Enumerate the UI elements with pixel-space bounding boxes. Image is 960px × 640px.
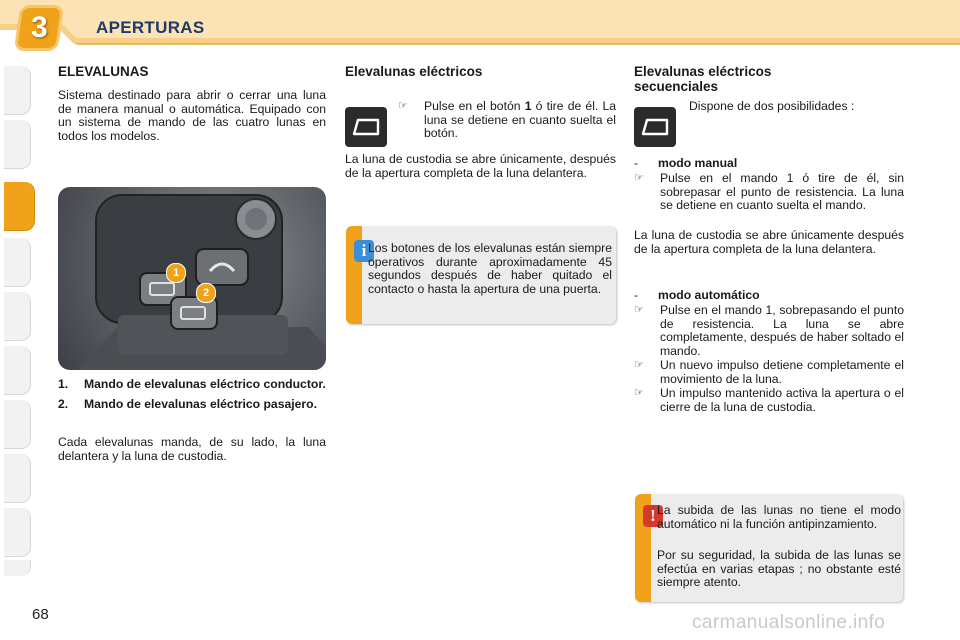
auto-bullet-text: Un impulso mantenido activa la apertura o el cierre de la luna de custodia. <box>660 386 904 414</box>
pointing-hand-icon: ☞ <box>398 100 408 112</box>
side-tab[interactable] <box>4 120 31 169</box>
auto-bullet-text: Pulse en el mando 1, sobrepasando el punto de resistencia. La luna se abre completamente, después de haber soltado el mando. <box>660 303 904 358</box>
watermark: carmanualsonline.info <box>692 612 886 633</box>
pointing-hand-icon: ☞ <box>634 387 644 399</box>
side-tab[interactable] <box>4 292 31 341</box>
side-tab[interactable] <box>4 346 31 395</box>
side-tab[interactable] <box>4 508 31 557</box>
auto-bullet <box>634 359 904 386</box>
modo-manual-title: - modo manual <box>634 156 738 170</box>
side-tab[interactable] <box>4 238 31 287</box>
legend-text: Mando de elevalunas eléctrico pasajero. <box>84 396 318 411</box>
window-switch-photo <box>58 187 326 370</box>
modo-automatico-title: - modo automático <box>634 288 760 302</box>
custodia-paragraph: La luna de custodia se abre únicamente, después de la apertura completa de la luna delantera. <box>345 152 616 180</box>
elevalunas-closing: Cada elevalunas manda, de su lado, la luna delantera y la luna de custodia. <box>58 435 326 463</box>
auto-bullet <box>634 304 904 358</box>
warning-text: La subida de las lunas no tiene el modo automático ni la función antipinzamiento. <box>657 503 901 531</box>
elevalunas-heading: ELEVALUNAS <box>58 64 149 79</box>
legend-text: Mando de elevalunas eléctrico conductor. <box>84 377 326 391</box>
elevalunas-electricos-heading: Elevalunas eléctricos <box>345 64 483 79</box>
warning-text: Por su seguridad, la subida de las lunas se efectúa en varias etapas ; no obstante esté siempre atento. <box>657 548 901 589</box>
pointing-hand-icon: ☞ <box>634 172 644 184</box>
auto-bullet-text: Un nuevo impulso detiene completamente el movimiento de la luna. <box>660 358 904 386</box>
legend-list <box>58 378 326 411</box>
legend-number: 1. <box>58 377 69 391</box>
legend-number: 2. <box>58 396 69 411</box>
secuenciales-heading: Elevalunas eléctricos secuenciales <box>634 64 772 94</box>
manual-bullet-text: Pulse en el mando 1 ó tire de él, sin sobrepasar el punto de resistencia. La luna se detiene en cuanto suelta el mando. <box>660 171 904 212</box>
warning-note <box>635 494 903 602</box>
callout-2: 2 <box>196 283 216 303</box>
manual-bullet <box>634 172 904 213</box>
info-note-text: Los botones de los elevalunas están siempre operativos durante aproximadamente 45 segundos después de haber quitado el contacto o hasta la apertura de una puerta. <box>368 241 612 296</box>
elevalunas-intro: Sistema destinado para abrir o cerrar una luna de manera manual o automática. Equipado con un sistema de mando de las cuatro lunas en todos los modelos. <box>58 88 326 143</box>
warning-icon: ! <box>643 505 663 527</box>
side-tab[interactable] <box>4 454 31 503</box>
window-switch-icon <box>634 107 676 147</box>
manual-paragraph: La luna de custodia se abre únicamente después de la apertura completa de la luna delantera. <box>634 228 904 256</box>
pointing-hand-icon: ☞ <box>634 359 644 371</box>
chapter-title: APERTURAS <box>96 18 205 37</box>
info-note <box>346 226 616 324</box>
window-switch-icon <box>345 107 387 147</box>
side-tab[interactable] <box>4 400 31 449</box>
instruction-bullet <box>398 100 616 141</box>
side-tab[interactable] <box>4 66 31 115</box>
side-tab <box>4 560 31 576</box>
legend-item <box>58 398 326 412</box>
auto-bullet <box>634 387 904 414</box>
instruction-text: Pulse en el botón 1 ó tire de él. La luna se detiene en cuanto suelta el botón. <box>424 99 617 140</box>
window-switch-illustration <box>58 187 326 370</box>
page-number: 68 <box>32 606 49 623</box>
callout-1: 1 <box>166 263 186 283</box>
legend-item <box>58 378 326 392</box>
secuenciales-intro: Dispone de dos posibilidades : <box>689 99 855 113</box>
side-tab-active[interactable] <box>4 182 35 231</box>
chapter-badge <box>17 8 61 48</box>
info-icon: i <box>354 240 374 262</box>
pointing-hand-icon: ☞ <box>634 304 644 316</box>
chapter-number: 3 <box>30 11 48 44</box>
